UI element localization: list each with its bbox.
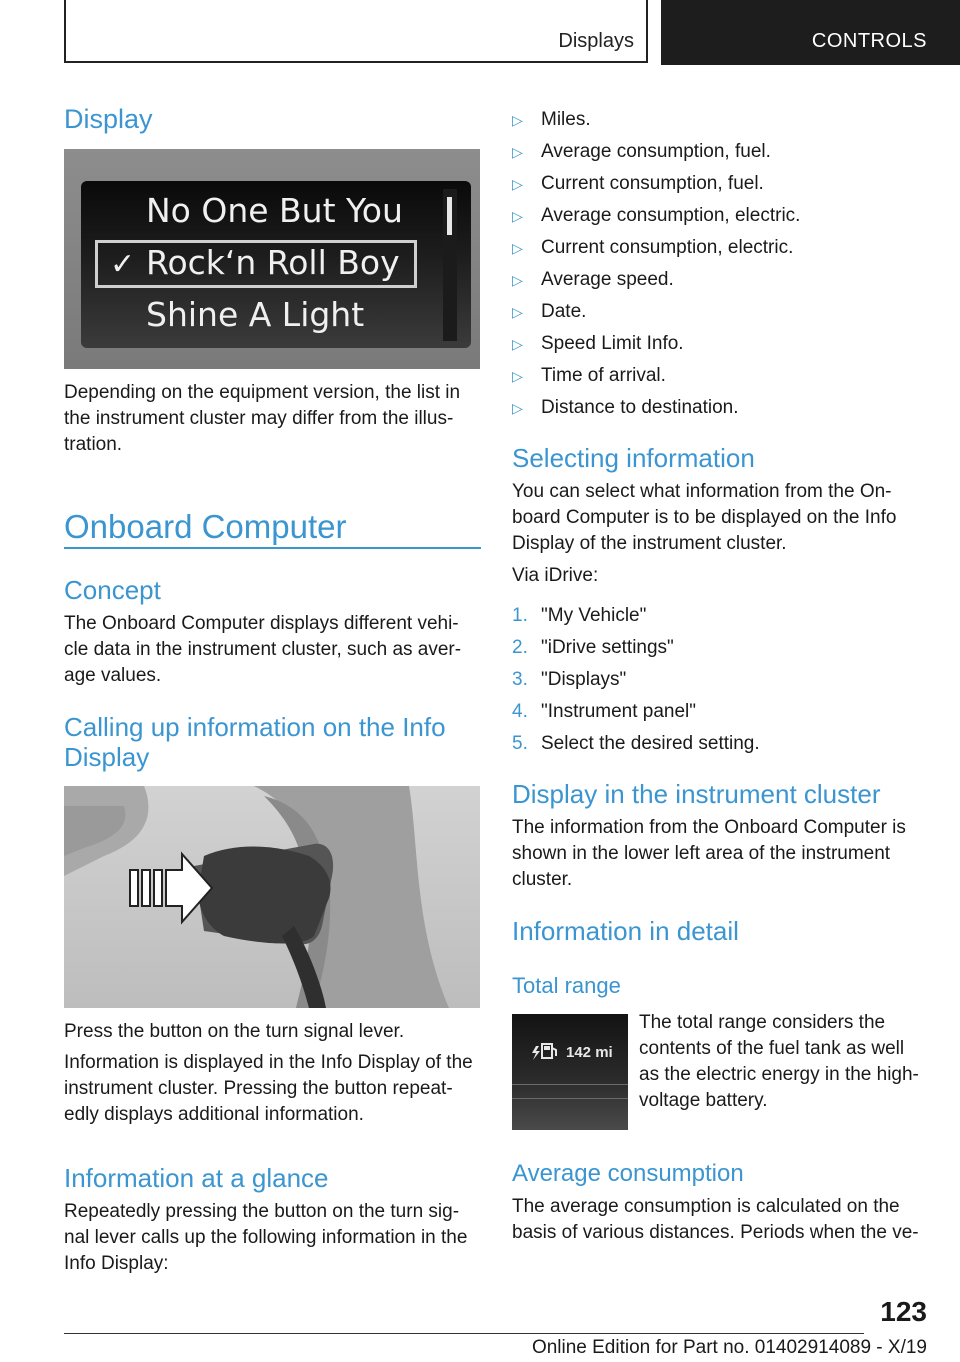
bullet-text: Average consumption, fuel. xyxy=(541,141,771,162)
display-paragraph xyxy=(64,380,484,458)
range-display-image xyxy=(512,1014,628,1130)
heading-line: Display xyxy=(64,742,150,772)
step-text: "My Vehicle" xyxy=(541,605,647,626)
total-range-heading: Total range xyxy=(512,973,621,998)
concept-heading: Concept xyxy=(64,575,161,605)
list-item xyxy=(512,392,800,424)
header-section: Displays xyxy=(558,30,634,52)
bullet-text: Miles. xyxy=(541,109,591,130)
selecting-heading: Selecting information xyxy=(512,443,755,473)
text-line: Repeatedly pressing the button on the turn sig- xyxy=(64,1201,460,1222)
text-line: Display of the instrument cluster. xyxy=(512,533,787,554)
triangle-bullet-icon: ▷ xyxy=(512,112,523,128)
text-line: shown in the lower left area of the instrument xyxy=(512,843,891,864)
footer-edition: Online Edition for Part no. 01402914089 - X/19 xyxy=(531,1337,927,1358)
text-line: The total range considers the xyxy=(639,1012,886,1033)
display-heading: Display xyxy=(64,104,153,134)
header-chapter: CONTROLS xyxy=(811,30,927,52)
bullet-text: Date. xyxy=(541,301,587,322)
triangle-bullet-icon: ▷ xyxy=(512,304,523,320)
text-line: cle data in the instrument cluster, such as aver- xyxy=(64,639,462,660)
press-text: Press the button on the turn signal lever. xyxy=(64,1021,405,1042)
check-icon: ✓ xyxy=(110,248,136,281)
steps-list xyxy=(512,600,760,760)
list-item xyxy=(512,328,800,360)
step-item xyxy=(512,696,760,728)
step-item xyxy=(512,664,760,696)
step-number: 5. xyxy=(512,733,528,754)
triangle-bullet-icon: ▷ xyxy=(512,368,523,384)
lever-illustration xyxy=(64,786,480,1008)
step-number: 1. xyxy=(512,605,528,626)
glance-paragraph xyxy=(64,1199,484,1277)
bullet-text: Average speed. xyxy=(541,269,674,290)
text-line: tration. xyxy=(64,434,123,455)
triangle-bullet-icon: ▷ xyxy=(512,240,523,256)
step-item xyxy=(512,632,760,664)
step-item xyxy=(512,600,760,632)
triangle-bullet-icon: ▷ xyxy=(512,176,523,192)
step-number: 3. xyxy=(512,669,528,690)
list-item: No One But You xyxy=(146,191,403,230)
average-paragraph xyxy=(512,1194,932,1246)
text-line: as the electric energy in the high- xyxy=(639,1064,919,1085)
divider xyxy=(512,1098,628,1099)
onboard-computer-heading: Onboard Computer xyxy=(64,508,347,545)
triangle-bullet-icon: ▷ xyxy=(512,400,523,416)
info-paragraph xyxy=(64,1050,484,1128)
cluster-paragraph xyxy=(512,815,932,893)
text-line: contents of the fuel tank as well xyxy=(639,1038,905,1059)
text-line: basis of various distances. Periods when the ve- xyxy=(512,1222,919,1243)
info-bullet-list xyxy=(512,104,800,424)
text-line: nal lever calls up the following information in the xyxy=(64,1227,468,1248)
detail-heading: Information in detail xyxy=(512,916,739,946)
bullet-text: Current consumption, fuel. xyxy=(541,173,764,194)
step-text: "Instrument panel" xyxy=(541,701,697,722)
list-item-selected: Rock‘n Roll Boy xyxy=(146,243,400,282)
list-item xyxy=(512,136,800,168)
bullet-text: Speed Limit Info. xyxy=(541,333,684,354)
selecting-paragraph xyxy=(512,479,932,557)
glance-heading: Information at a glance xyxy=(64,1163,329,1193)
list-item xyxy=(512,232,800,264)
text-line: cluster. xyxy=(512,869,573,890)
triangle-bullet-icon: ▷ xyxy=(512,336,523,352)
footer-rule xyxy=(64,1333,864,1334)
text-line: instrument cluster. Pressing the button repeat- xyxy=(64,1078,453,1099)
list-item xyxy=(512,104,800,136)
heading-line: Calling up information on the Info xyxy=(64,712,446,742)
concept-paragraph xyxy=(64,611,484,689)
text-line: The Onboard Computer displays different vehi- xyxy=(64,613,459,634)
text-line: the instrument cluster may differ from the illus- xyxy=(64,408,454,429)
average-consumption-heading: Average consumption xyxy=(512,1160,744,1187)
step-number: 2. xyxy=(512,637,528,658)
text-line: edly displays additional information. xyxy=(64,1104,364,1125)
list-item xyxy=(512,200,800,232)
header-frame xyxy=(64,0,648,63)
text-line: Information is displayed in the Info Display of the xyxy=(64,1052,473,1073)
bullet-text: Average consumption, electric. xyxy=(541,205,801,226)
step-text: Select the desired setting. xyxy=(541,733,760,754)
range-paragraph xyxy=(639,1010,939,1114)
step-number: 4. xyxy=(512,701,528,722)
cluster-heading: Display in the instrument cluster xyxy=(512,779,881,809)
header-chapter-tab xyxy=(661,0,960,65)
turn-signal-lever-image xyxy=(64,786,480,1008)
bullet-text: Distance to destination. xyxy=(541,397,739,418)
list-item: Shine A Light xyxy=(146,295,365,334)
list-item xyxy=(512,168,800,200)
text-line: board Computer is to be displayed on the Info xyxy=(512,507,897,528)
triangle-bullet-icon: ▷ xyxy=(512,144,523,160)
range-value: 142 mi xyxy=(566,1044,613,1061)
display-list-image xyxy=(64,149,480,369)
step-text: "Displays" xyxy=(541,669,627,690)
bullet-text: Time of arrival. xyxy=(541,365,666,386)
list-item xyxy=(512,264,800,296)
text-line: The average consumption is calculated on the xyxy=(512,1196,900,1217)
scrollbar-thumb xyxy=(447,197,452,235)
display-screen xyxy=(81,181,471,348)
triangle-bullet-icon: ▷ xyxy=(512,208,523,224)
text-line: You can select what information from the On- xyxy=(512,481,892,502)
text-line: Info Display: xyxy=(64,1253,169,1274)
text-line: Depending on the equipment version, the list in xyxy=(64,382,461,403)
heading-rule xyxy=(64,547,481,549)
text-line: The information from the Onboard Computer is xyxy=(512,817,906,838)
step-item xyxy=(512,728,760,760)
step-text: "iDrive settings" xyxy=(541,637,674,658)
text-line: voltage battery. xyxy=(639,1090,768,1111)
calling-heading xyxy=(64,712,484,772)
triangle-bullet-icon: ▷ xyxy=(512,272,523,288)
fuel-electric-icon xyxy=(530,1040,560,1066)
page-number: 123 xyxy=(880,1296,927,1327)
via-idrive-text: Via iDrive: xyxy=(512,565,599,586)
divider xyxy=(512,1084,628,1085)
bullet-text: Current consumption, electric. xyxy=(541,237,794,258)
list-item xyxy=(512,360,800,392)
text-line: age values. xyxy=(64,665,162,686)
list-item xyxy=(512,296,800,328)
